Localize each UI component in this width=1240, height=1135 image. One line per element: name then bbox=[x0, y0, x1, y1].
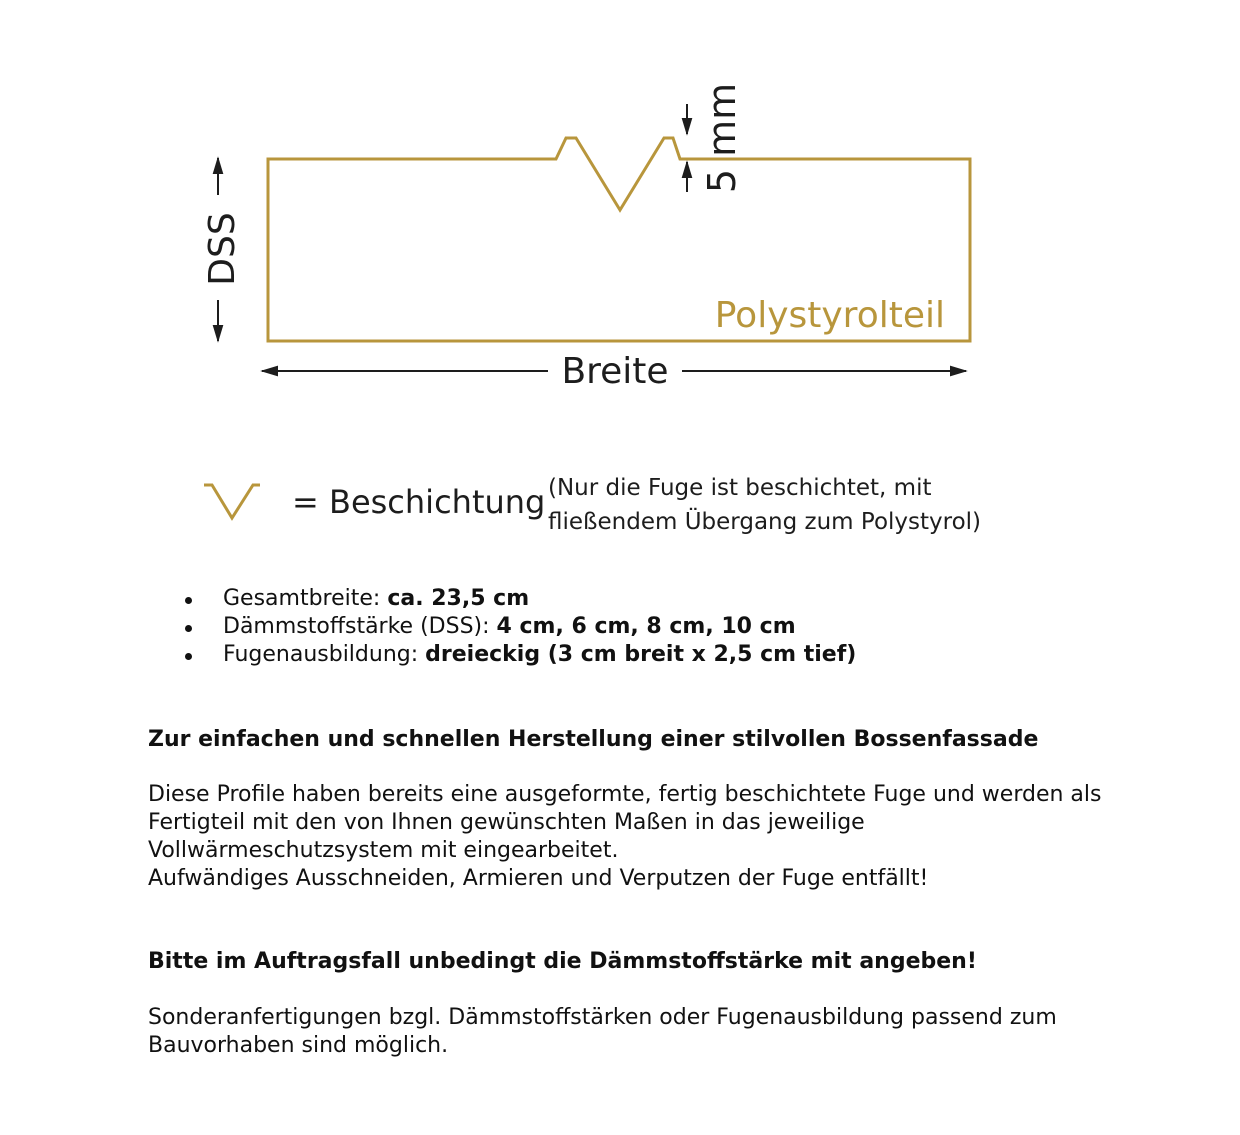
paragraph-line: Bauvorhaben sind möglich. bbox=[148, 1033, 449, 1058]
legend-label: = Beschichtung bbox=[292, 483, 546, 521]
paragraph-line: Aufwändiges Ausschneiden, Armieren und Verputzen der Fuge entfällt! bbox=[148, 866, 929, 891]
spec-item-joint-shape bbox=[148, 641, 1148, 669]
spec-value: dreieckig (3 cm breit x 2,5 cm tief) bbox=[425, 642, 857, 667]
profile-diagram-svg bbox=[0, 0, 1240, 560]
spec-item-total-width bbox=[148, 585, 1148, 613]
dim-dss-label: DSS bbox=[202, 212, 243, 286]
section-paragraph-description bbox=[148, 781, 1178, 893]
paragraph-line: Fertigteil mit den von Ihnen gewünschten Maßen in das jeweilige bbox=[148, 810, 865, 835]
paragraph-line: Vollwärmeschutzsystem mit eingearbeitet. bbox=[148, 838, 619, 863]
material-label: Polystyrolteil bbox=[714, 295, 945, 336]
profile-diagram bbox=[0, 0, 1240, 560]
spec-list bbox=[148, 585, 1148, 669]
dim-5mm-label: 5 mm bbox=[700, 82, 744, 194]
spec-label: Fugenausbildung: bbox=[223, 642, 426, 667]
dim-width-label: Breite bbox=[561, 351, 669, 392]
spec-item-insulation-thickness bbox=[148, 613, 1148, 641]
spec-label: Dämmstoffstärke (DSS): bbox=[223, 614, 497, 639]
section-paragraph-custom bbox=[148, 1004, 1178, 1060]
section-heading-order-notice: Bitte im Auftragsfall unbedingt die Dämmstoffstärke mit angeben! bbox=[148, 949, 977, 974]
legend-note-line2: fließendem Übergang zum Polystyrol) bbox=[548, 509, 982, 535]
section-heading-production: Zur einfachen und schnellen Herstellung einer stilvollen Bossenfassade bbox=[148, 727, 1039, 752]
paragraph-line: Sonderanfertigungen bzgl. Dämmstoffstärken oder Fugenausbildung passend zum bbox=[148, 1005, 1057, 1030]
legend-note-line1: (Nur die Fuge ist beschichtet, mit bbox=[548, 475, 932, 501]
spec-label: Gesamtbreite: bbox=[223, 586, 388, 611]
spec-value: 4 cm, 6 cm, 8 cm, 10 cm bbox=[496, 614, 796, 639]
paragraph-line: Diese Profile haben bereits eine ausgeformte, fertig beschichtete Fuge und werden als bbox=[148, 782, 1102, 807]
coating-symbol-icon bbox=[204, 485, 260, 518]
spec-value: ca. 23,5 cm bbox=[387, 586, 530, 611]
